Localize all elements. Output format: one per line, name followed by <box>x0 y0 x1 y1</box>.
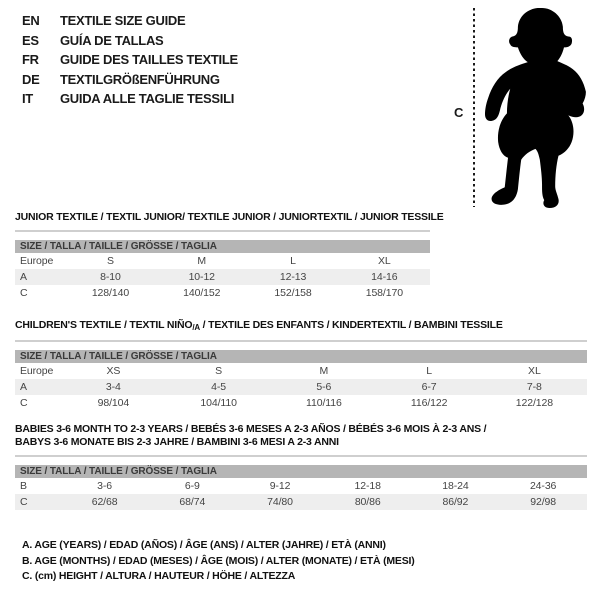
age-cell: 3-4 <box>105 381 121 393</box>
table-title-subscript: /A <box>192 323 200 332</box>
table-row-age <box>15 269 430 285</box>
row-label: B <box>20 480 27 492</box>
divider-rule <box>15 230 430 232</box>
table-title: JUNIOR TEXTILE / TEXTIL JUNIOR/ TEXTILE JUNIOR / JUNIORTEXTIL / JUNIOR TESSILE <box>15 211 444 223</box>
row-label: A <box>20 271 27 283</box>
legend-row-en <box>22 11 238 31</box>
table-row-europe <box>15 253 430 269</box>
size-cell: M <box>197 255 207 267</box>
height-cell: 110/116 <box>306 397 342 409</box>
legend-row-de <box>22 70 238 90</box>
children-size-table <box>15 319 587 411</box>
height-cell: 152/158 <box>274 287 312 299</box>
age-cell: 8-10 <box>100 271 121 283</box>
size-cell: XL <box>378 255 391 267</box>
guide-title: TEXTILE SIZE GUIDE <box>60 13 186 29</box>
language-legend <box>22 11 238 109</box>
row-label: C <box>20 496 28 508</box>
size-cell: L <box>426 365 432 377</box>
age-cell: 12-13 <box>279 271 307 283</box>
height-cell: 98/104 <box>97 397 130 409</box>
height-cell: 62/68 <box>91 496 118 508</box>
height-cell: 74/80 <box>267 496 293 508</box>
height-cell: 158/170 <box>365 287 403 299</box>
size-cell: S <box>215 365 223 377</box>
guide-title: GUÍA DE TALLAS <box>60 32 164 48</box>
age-cell: 14-16 <box>371 271 398 283</box>
size-cell: L <box>290 255 296 267</box>
guide-title: TEXTILGRÖßENFÜHRUNG <box>60 71 220 87</box>
note-age-years: A. AGE (YEARS) / EDAD (AÑOS) / ÂGE (ANS) / ALTER (JAHRE) / ETÀ (ANNI) <box>22 539 386 551</box>
size-cell: XS <box>106 365 121 377</box>
row-label: A <box>20 381 27 393</box>
baby-silhouette-shape <box>485 8 586 208</box>
height-cell: 68/74 <box>179 496 206 508</box>
footnotes <box>22 538 415 585</box>
table-row-age-months <box>15 478 587 494</box>
language-code: DE <box>22 71 40 87</box>
guide-title: GUIDA ALLE TAGLIE TESSILI <box>60 91 235 107</box>
divider-rule <box>15 455 587 457</box>
table-row-height <box>15 285 430 301</box>
table-row-europe <box>15 363 587 379</box>
age-cell: 10-12 <box>188 271 215 283</box>
table-row-height <box>15 494 587 510</box>
row-label: C <box>20 397 28 409</box>
age-cell: 9-12 <box>269 480 291 492</box>
height-measure-label: C <box>454 105 464 120</box>
row-label: Europe <box>20 365 54 377</box>
age-cell: 6-9 <box>184 480 200 492</box>
age-cell: 18-24 <box>442 480 469 492</box>
age-cell: 3-6 <box>97 480 113 492</box>
table-title-text: CHILDREN'S TEXTILE / TEXTIL NIÑO <box>15 319 193 331</box>
age-cell: 24-36 <box>529 480 557 492</box>
height-cell: 122/128 <box>515 397 553 409</box>
row-label: Europe <box>20 255 54 267</box>
language-code: IT <box>22 91 33 107</box>
height-cell: 80/86 <box>354 496 381 508</box>
legend-row-es <box>22 31 238 51</box>
table-title-line2: BABYS 3-6 MONATE BIS 2-3 JAHRE / BAMBINI 3-6 MESI A 2-3 ANNI <box>15 436 339 448</box>
language-code: ES <box>22 32 39 48</box>
size-cell: S <box>106 255 114 267</box>
age-cell: 12-18 <box>354 480 381 492</box>
note-age-months: B. AGE (MONTHS) / EDAD (MESES) / ÂGE (MOIS) / ALTER (MONATE) / ETÀ (MESI) <box>22 554 415 567</box>
height-measure-dashed-line <box>473 8 475 207</box>
table-row-height <box>15 395 587 411</box>
row-label: C <box>20 287 28 299</box>
size-header-bar: SIZE / TALLA / TAILLE / GRÖSSE / TAGLIA <box>15 465 587 478</box>
size-cell: M <box>319 365 329 377</box>
height-cell: 86/92 <box>442 496 469 508</box>
size-header-bar: SIZE / TALLA / TAILLE / GRÖSSE / TAGLIA <box>15 240 430 253</box>
table-title <box>15 319 587 334</box>
legend-row-it <box>22 89 238 109</box>
age-cell: 6-7 <box>421 381 437 393</box>
language-code: FR <box>22 52 39 68</box>
size-header-bar: SIZE / TALLA / TAILLE / GRÖSSE / TAGLIA <box>15 350 587 363</box>
language-code: EN <box>22 13 40 29</box>
height-cell: 92/98 <box>530 496 556 508</box>
note-height-cm: C. (cm) HEIGHT / ALTURA / HAUTEUR / HÖHE / ALTEZZA <box>22 570 296 582</box>
legend-row-fr <box>22 50 238 70</box>
age-cell: 5-6 <box>316 381 332 393</box>
junior-size-table <box>15 211 444 301</box>
height-cell: 104/110 <box>200 397 237 409</box>
baby-silhouette <box>485 6 587 208</box>
table-title-line1: BABIES 3-6 MONTH TO 2-3 YEARS / BEBÉS 3-6 MESES A 2-3 AÑOS / BÉBÉS 3-6 MOIS À 2-3 ANS / <box>15 423 487 435</box>
size-cell: XL <box>528 365 541 377</box>
age-cell: 4-5 <box>211 381 227 393</box>
age-cell: 7-8 <box>526 381 542 393</box>
guide-title: GUIDE DES TAILLES TEXTILE <box>60 52 238 68</box>
height-cell: 128/140 <box>91 287 130 299</box>
height-cell: 116/122 <box>410 397 448 409</box>
table-title-text: / TEXTILE DES ENFANTS / KINDERTEXTIL / BAMBINI TESSILE <box>199 319 503 331</box>
babies-size-table <box>15 423 587 510</box>
table-row-age <box>15 379 587 395</box>
height-cell: 140/152 <box>183 287 221 299</box>
divider-rule <box>15 340 587 342</box>
